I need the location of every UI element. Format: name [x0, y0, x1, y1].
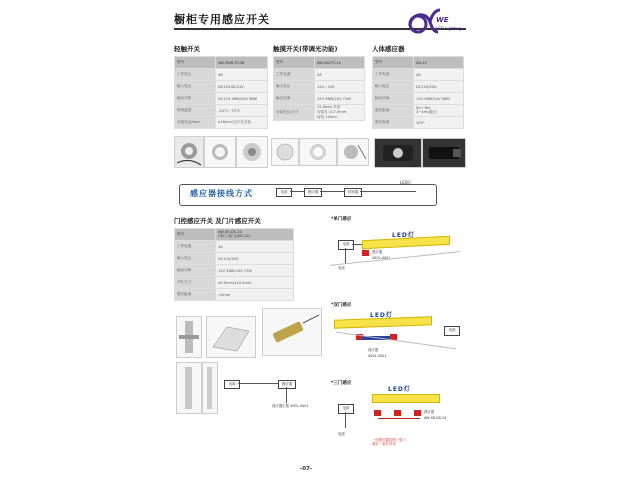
spec-row	[274, 81, 365, 93]
d3-red-note: 一组感应器控制三组门 感应一条灯带亮	[372, 438, 406, 446]
door-switch-photo-3	[262, 308, 322, 356]
door-sensor-title: 门控感应开关 及门片感应开关	[174, 217, 261, 225]
spec-key: 型号	[175, 57, 216, 69]
chain-sensor-box: 感应器	[304, 188, 322, 197]
spec-row	[373, 69, 464, 81]
spec-key: 工作电流	[373, 69, 414, 81]
spec-row	[274, 93, 365, 105]
pir-sensor-photo-1	[374, 138, 422, 168]
spec-row	[175, 265, 294, 277]
door-wire	[286, 387, 287, 403]
spec-value: 100°	[414, 117, 464, 129]
d2-led-label: LED灯	[370, 312, 393, 319]
spec-row	[175, 93, 268, 105]
spec-value: 12V 36W/24V 72W	[216, 265, 294, 277]
spec-key: 开孔尺寸	[175, 277, 216, 289]
spec-row	[175, 69, 268, 81]
diagram-2-title: *双门感应	[331, 303, 352, 308]
spec-row	[175, 277, 294, 289]
spec-row	[175, 289, 294, 301]
touch-switch-title: 轻触开关	[174, 45, 200, 53]
spec-key: 安装孔径/mm	[175, 117, 216, 129]
d1-power-label: 电源	[338, 266, 345, 270]
spec-row	[175, 81, 268, 93]
door-note: 感应器位置 4001-0401	[272, 404, 309, 408]
page-title: 橱柜专用感应开关	[174, 13, 270, 26]
d3-sensor-marker-3	[414, 410, 421, 416]
pir-sensor-title: 人体感应器	[372, 45, 405, 53]
spec-row	[373, 57, 464, 69]
spec-row	[274, 69, 365, 81]
d3-wire	[345, 412, 346, 428]
spec-row	[175, 229, 294, 241]
d1-code: 4001-0001	[372, 256, 391, 260]
d3-power-label: 电源	[338, 432, 345, 436]
spec-value: AW-SWR-T0-38	[216, 57, 268, 69]
chain-wire	[320, 191, 344, 192]
dimmer-photo-2	[299, 138, 337, 166]
dimmer-photo-1	[271, 138, 299, 166]
brand-name: WE	[436, 16, 449, 24]
spec-key: 感应距离	[175, 289, 216, 301]
spec-value: ¢16mm/无开孔安装	[216, 117, 268, 129]
spec-key: 输出功率	[175, 265, 216, 277]
spec-key: 输出功率	[373, 93, 414, 105]
d2-code: 4001-0001	[368, 354, 387, 358]
spec-key: 型号	[175, 229, 216, 241]
d3-sensor-label: 感应器	[424, 410, 435, 414]
spec-value: 3A	[216, 241, 294, 253]
spec-key: 工作电压	[175, 69, 216, 81]
spec-value: ¢9.5mm/¢10.5mm	[216, 277, 294, 289]
d1-sensor-marker	[362, 250, 369, 256]
spec-value: DC12V/24V	[216, 253, 294, 265]
spec-row	[175, 241, 294, 253]
dimmer-spec-table	[273, 56, 365, 121]
d1-power-box: 电源	[338, 240, 354, 250]
spec-key: 输入电压	[373, 81, 414, 93]
spec-value: 12.5mm 外径 安装孔 ¢17.5mm 接线 10mm	[315, 105, 365, 121]
spec-value: DC12V/24V	[414, 81, 464, 93]
spec-row	[175, 57, 268, 69]
spec-value: 3A	[315, 69, 365, 81]
spec-value: 12V / 24V	[315, 81, 365, 93]
chain-wire	[290, 191, 304, 192]
brand-subtitle: LED Lighting	[436, 26, 462, 31]
spec-key: 输入电压	[175, 253, 216, 265]
d3-power-box: 电源	[338, 404, 354, 414]
d3-code: AW-SR-DS-24	[424, 416, 447, 420]
diagram-1-title: *单门感应	[331, 217, 352, 222]
touch-switch-photo	[174, 136, 204, 168]
spec-key: 工作电流	[175, 241, 216, 253]
door-power-box: 电源	[224, 380, 240, 389]
spec-row	[373, 81, 464, 93]
spec-value: AW-SR-DS-24 (单门 双门)(DS-12)	[216, 229, 294, 241]
spec-row	[175, 105, 268, 117]
wiring-banner-title: 感应器接线方式	[190, 189, 253, 198]
chain-led-label: LED灯	[400, 180, 412, 185]
alpha-logo-icon	[404, 4, 464, 38]
spec-value: 12V 48W/24V 96W	[414, 93, 464, 105]
spec-value: 4A	[216, 69, 268, 81]
d2-sensor-label: 感应器	[368, 348, 379, 352]
door-wire	[238, 383, 278, 384]
spec-key: 输入电压	[175, 81, 216, 93]
spec-row	[373, 93, 464, 105]
spec-key: 使用温度	[175, 105, 216, 117]
spec-value: DC12V 48W/24V 96W	[216, 93, 268, 105]
chain-power-box: 电源	[276, 188, 292, 197]
pir-spec-table	[372, 56, 464, 129]
spec-row	[274, 105, 365, 121]
diagram-3-title: *三门感应	[331, 381, 352, 386]
spec-row	[175, 117, 268, 129]
spec-value: 12V 36W/24V 72W	[315, 93, 365, 105]
d1-wire	[345, 248, 346, 264]
door-switch-photo-1	[176, 316, 202, 358]
d3-sensor-marker-1	[374, 410, 381, 416]
spec-key: 型号	[373, 57, 414, 69]
spec-key: 安装孔径/尺寸	[274, 105, 315, 121]
spec-key: 输出功率	[274, 93, 315, 105]
spec-value: <5mm	[216, 289, 294, 301]
d3-wire	[378, 418, 420, 419]
chain-wire	[360, 191, 416, 192]
spec-key: 输出功率	[175, 93, 216, 105]
d3-sensor-marker-2	[394, 410, 401, 416]
door-switch-photo-5	[202, 362, 218, 414]
spec-row	[373, 117, 464, 129]
pir-sensor-photo-2	[422, 138, 466, 168]
spec-value: DC12V/DC24V	[216, 81, 268, 93]
door-switch-photo-4	[176, 362, 202, 414]
d3-led-bar	[372, 394, 440, 403]
spec-value: SN-12	[414, 57, 464, 69]
spec-key: 工作电流	[274, 69, 315, 81]
spec-row	[373, 105, 464, 117]
spec-value: AW-SW-T2-12	[315, 57, 365, 69]
dimmer-switch-title: 触摸开关(带调光功能)	[273, 45, 338, 53]
dimmer-photo-3	[337, 138, 369, 166]
spec-row	[175, 253, 294, 265]
touch-spec-table	[174, 56, 268, 129]
spec-value: 4A	[414, 69, 464, 81]
spec-key: 感应距离	[373, 105, 414, 117]
spec-key: 型号	[274, 57, 315, 69]
page-number: -07-	[300, 466, 313, 472]
chain-controller-box: 控制器	[344, 188, 362, 197]
d1-led-label: LED灯	[392, 232, 415, 239]
spec-row	[274, 57, 365, 69]
spec-value: -20°C~75°C	[216, 105, 268, 117]
d2-power-box: 电源	[444, 326, 460, 336]
door-switch-photo-2	[206, 316, 256, 358]
spec-key: 感应角度	[373, 117, 414, 129]
d1-cabinet-outline	[330, 251, 460, 290]
d3-led-label: LED灯	[388, 386, 411, 393]
touch-switch-photo-3	[236, 136, 268, 168]
d1-sensor-label: 感应器	[372, 250, 383, 254]
door-sensor-box: 感应器	[278, 380, 296, 389]
spec-value: 5m~8m 3~4m(通过)	[414, 105, 464, 117]
spec-key: 输入电压	[274, 81, 315, 93]
touch-switch-photo-2	[204, 136, 236, 168]
door-spec-table	[174, 228, 294, 301]
